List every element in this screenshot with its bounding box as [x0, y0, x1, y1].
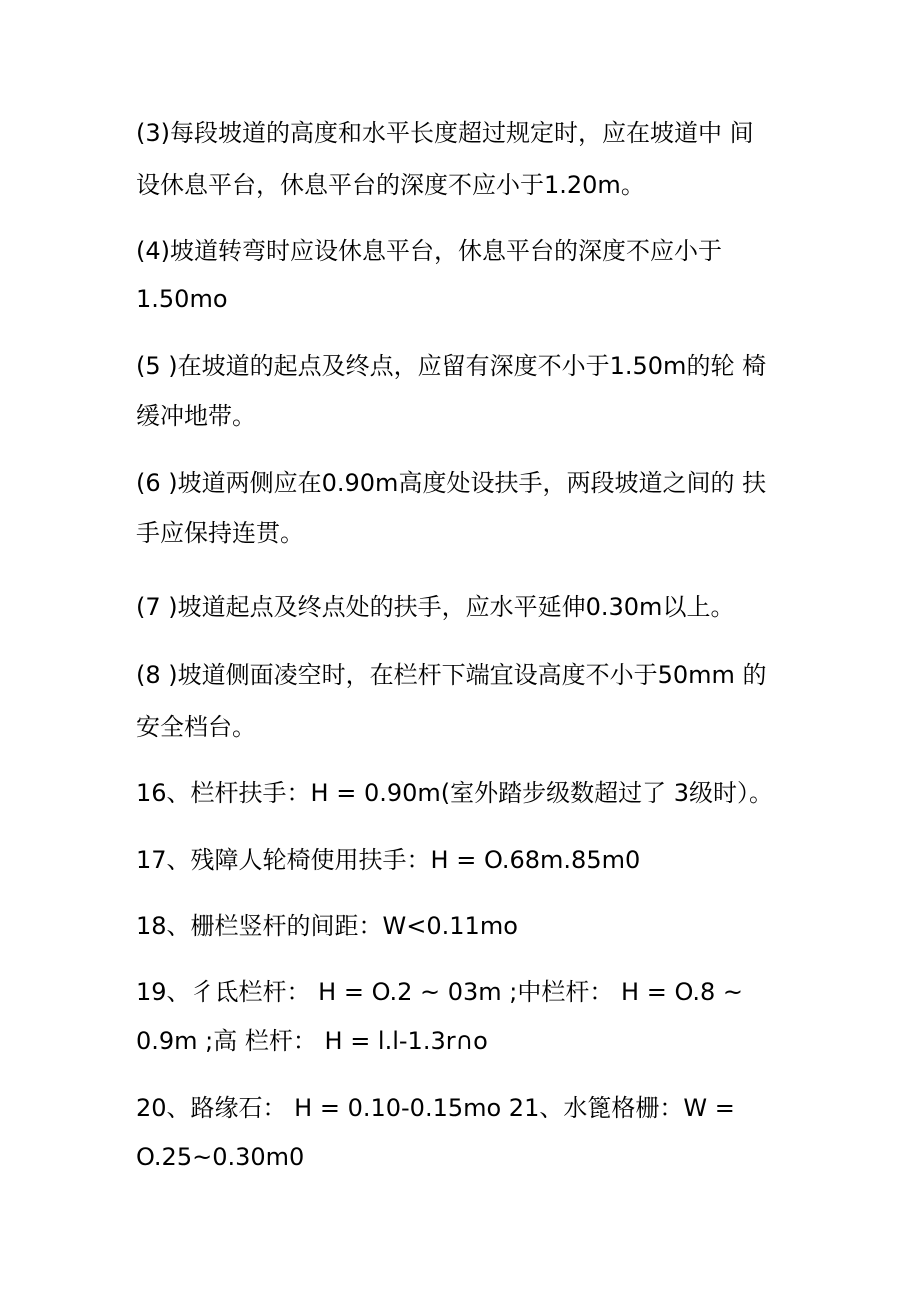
text-line: (4)坡道转弯时应设休息平台，休息平台的深度不应小于	[136, 237, 722, 265]
text-line: (7 )坡道起点及终点处的扶手，应水平延伸0.30m以上。	[136, 593, 735, 621]
text-line: 设休息平台，休息平台的深度不应小于1.20m。	[136, 171, 645, 199]
text-line: O.25~0.30m0	[136, 1143, 305, 1171]
text-line: 缓冲地带。	[136, 402, 256, 430]
text-line: 16、栏杆扶手：H = 0.90m(室外踏步级数超过了 3级时）。	[136, 779, 774, 807]
text-line: 安全档台。	[136, 713, 256, 741]
text-line: (5 )在坡道的起点及终点，应留有深度不小于1.50m的轮 椅	[136, 352, 767, 380]
text-line: 17、残障人轮椅使用扶手：H = O.68m.85m0	[136, 846, 641, 874]
text-line: (6 )坡道两侧应在0.90m高度处设扶手，两段坡道之间的 扶	[136, 469, 767, 497]
text-line: (8 )坡道侧面凌空时，在栏杆下端宜设高度不小于50mm 的	[136, 661, 767, 689]
text-line: 0.9m ;高 栏杆： H = l.l-1.3r∩o	[136, 1027, 488, 1055]
text-line: 19、彳氐栏杆： H = O.2 ~ 03m ;中栏杆： H = O.8 ~	[136, 978, 743, 1006]
text-line: (3)每段坡道的高度和水平长度超过规定时，应在坡道中 间	[136, 119, 754, 147]
text-line: 1.50mo	[136, 285, 228, 313]
text-line: 18、栅栏竖杆的间距：W<0.11mo	[136, 912, 518, 940]
text-line: 手应保持连贯。	[136, 519, 304, 547]
text-line: 20、路缘石： H = 0.10-0.15mo 21、水篦格栅：W =	[136, 1094, 735, 1122]
